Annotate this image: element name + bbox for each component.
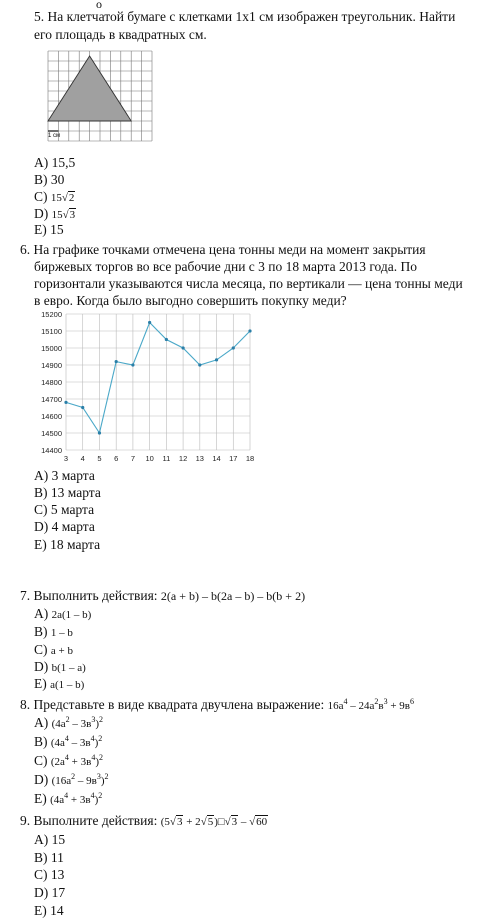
data-point xyxy=(64,401,67,404)
y-tick-label: 14900 xyxy=(41,361,62,370)
q9-expression: (5√3 + 2√5)□√3 – √60 xyxy=(160,816,268,828)
data-point xyxy=(98,431,101,434)
x-tick-label: 17 xyxy=(229,454,238,463)
q7-text: 7. Выполнить действия: 2(a + b) – b(2a – b) – b(b + 2) xyxy=(20,588,306,603)
x-tick-label: 4 xyxy=(80,454,85,463)
scale-label: 1 см xyxy=(48,133,61,139)
data-point xyxy=(215,358,218,361)
q5-option-a[interactable]: A) 15,5 xyxy=(34,155,76,170)
y-tick-label: 15000 xyxy=(41,344,62,353)
q6-option-a[interactable]: A) 3 марта xyxy=(34,468,95,483)
q5-text-line-2: его площадь в квадратных см. xyxy=(34,27,207,42)
q6-text-line-3: горизонтали указываются числа месяца, по вертикали — цена тонны меди xyxy=(34,276,463,291)
q7-option-b[interactable]: B) 1 – b xyxy=(34,624,73,639)
q5-text-line-1: 5. На клетчатой бумаге с клетками 1x1 см изображен треугольник. Найти xyxy=(34,9,456,24)
q6-option-b[interactable]: B) 13 марта xyxy=(34,485,101,500)
y-tick-label: 14500 xyxy=(41,429,62,438)
data-point xyxy=(232,346,235,349)
data-point xyxy=(115,360,118,363)
x-tick-label: 3 xyxy=(63,454,69,463)
data-point xyxy=(131,363,134,366)
q8-text: 8. Представьте в виде квадрата двучлена выражение: $16a^4 - 24a^2в^3 + 9в^6$ xyxy=(20,697,414,712)
q8-option-e[interactable]: E) $(4a^4 + 3в^4)^2$ xyxy=(34,791,103,806)
y-tick-label: 14700 xyxy=(41,395,62,404)
y-tick-label: 15200 xyxy=(41,310,62,319)
x-tick-label: 11 xyxy=(162,454,171,463)
x-tick-label: 10 xyxy=(145,454,154,463)
q5-option-b[interactable]: B) 30 xyxy=(34,172,65,187)
q6-text-line-2: биржевых торгов во все рабочие дни с 3 по 18 марта 2013 года. По xyxy=(34,259,417,274)
q9-option-e[interactable]: E) 14 xyxy=(34,903,64,918)
q8-option-d[interactable]: D) $(16a^2 - 9в^3)^2$ xyxy=(34,772,109,787)
q7-option-d[interactable]: D) b(1 – a) xyxy=(34,659,86,674)
x-tick-label: 18 xyxy=(245,454,255,463)
data-point xyxy=(81,406,84,409)
data-point xyxy=(165,338,168,341)
q9-option-c[interactable]: C) 13 xyxy=(34,867,65,882)
q6-text-line-1: 6. На графике точками отмечена цена тонны меди на момент закрытия xyxy=(20,242,426,257)
data-point xyxy=(198,363,201,366)
q5-option-e[interactable]: E) 15 xyxy=(34,222,64,237)
q8-option-b[interactable]: B) $(4a^4 - 3в^4)^2$ xyxy=(34,734,103,749)
q8-expression: $16a^4 - 24a^2в^3 + 9в^6$ xyxy=(327,697,414,712)
price-series-line xyxy=(66,323,250,434)
q7-option-a[interactable]: A) 2a(1 – b) xyxy=(34,606,92,621)
q5-option-d[interactable]: D) 15√3 xyxy=(34,206,76,221)
q9-text: 9. Выполните действия: (5√3 + 2√5)□√3 – √60 xyxy=(20,813,268,828)
gray-triangle xyxy=(48,56,131,121)
x-tick-label: 5 xyxy=(97,454,102,463)
data-point xyxy=(181,346,184,349)
x-tick-label: 6 xyxy=(114,454,119,463)
q6-option-c[interactable]: C) 5 марта xyxy=(34,502,95,517)
top-mark: о xyxy=(96,0,102,11)
x-tick-label: 13 xyxy=(195,454,204,463)
q7-expression: 2(a + b) – b(2a – b) – b(b + 2) xyxy=(160,589,306,603)
q7-option-c[interactable]: C) a + b xyxy=(34,642,73,657)
x-tick-label: 7 xyxy=(130,454,135,463)
q7-option-e[interactable]: E) a(1 – b) xyxy=(34,676,85,691)
q6-text-line-4: в евро. Когда было выгодно совершить покупку меди? xyxy=(34,293,347,308)
q9-option-b[interactable]: B) 11 xyxy=(34,850,64,865)
q6-option-d[interactable]: D) 4 марта xyxy=(34,519,95,534)
q5-option-c[interactable]: C) 15√2 xyxy=(34,189,75,204)
y-tick-label: 15100 xyxy=(41,327,62,336)
y-tick-label: 14600 xyxy=(41,412,62,421)
x-tick-label: 14 xyxy=(212,454,221,463)
y-tick-label: 14400 xyxy=(41,446,62,455)
data-point xyxy=(248,329,251,332)
q8-option-a[interactable]: A) $(4a^2 - 3в^3)^2$ xyxy=(34,715,104,730)
q9-option-d[interactable]: D) 17 xyxy=(34,885,66,900)
q8-option-c[interactable]: C) $(2a^4 + 3в^4)^2$ xyxy=(34,753,103,768)
q6-option-e[interactable]: E) 18 марта xyxy=(34,537,101,552)
data-point xyxy=(148,321,151,324)
copper-price-chart xyxy=(28,308,264,466)
y-tick-label: 14800 xyxy=(41,378,62,387)
triangle-grid-figure xyxy=(44,47,156,149)
x-tick-label: 12 xyxy=(178,454,188,463)
q9-option-a[interactable]: A) 15 xyxy=(34,832,66,847)
